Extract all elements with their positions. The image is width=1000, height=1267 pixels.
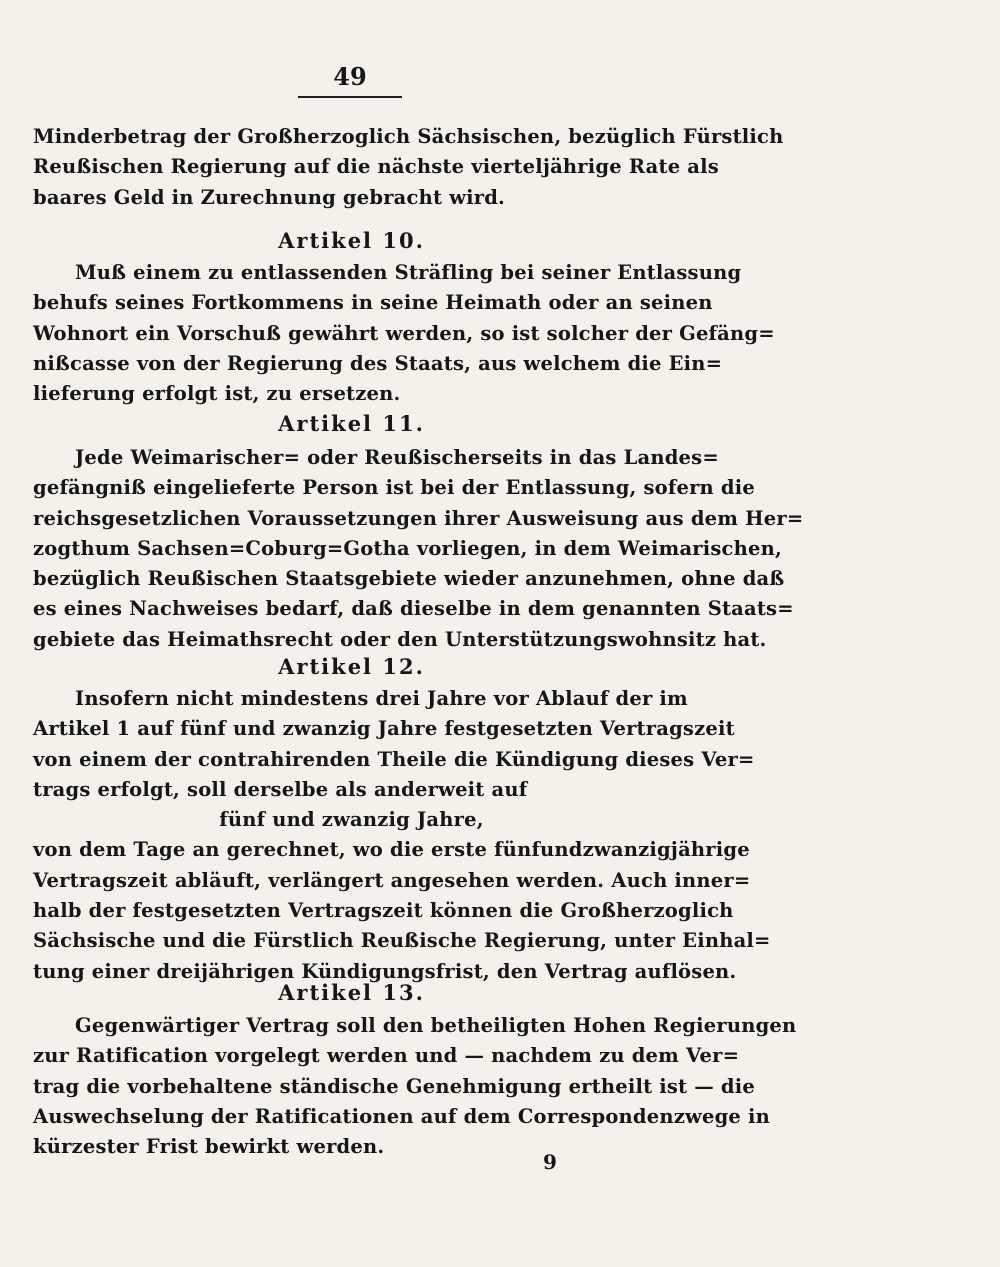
text-line: behufs seines Fortkommens in seine Heimath oder an seinen — [33, 291, 713, 315]
text-line: tung einer dreijährigen Kündigungsfrist, den Vertrag auflösen. — [33, 959, 737, 983]
text-line: Gegenwärtiger Vertrag soll den betheiligten Hohen Regierungen — [75, 1014, 797, 1037]
article-paragraph — [33, 1011, 797, 1162]
article-paragraph — [33, 258, 775, 409]
article-paragraph — [33, 684, 771, 987]
header-rule — [298, 96, 402, 98]
text-line: Minderbetrag der Großherzoglich Sächsischen, bezüglich Fürstlich — [33, 125, 784, 148]
text-line: es eines Nachweises bedarf, daß dieselbe in dem genannten Staats= — [33, 597, 794, 621]
text-line: Artikel 1 auf fünf und zwanzig Jahre festgesetzten Vertragszeit — [33, 717, 735, 741]
text-line: Auswechselung der Ratificationen auf dem Correspondenzwege in — [33, 1104, 771, 1128]
text-line: fünf und zwanzig Jahre, — [219, 808, 484, 832]
article-heading: Artikel 13. — [278, 980, 425, 1005]
page-number: 49 — [333, 62, 367, 91]
text-line: von einem der contrahirenden Theile die Kündigung dieses Ver= — [33, 747, 755, 771]
text-line: gebiete das Heimathsrecht oder den Unterstützungswohnsitz hat. — [33, 627, 767, 651]
article-heading: Artikel 10. — [278, 228, 425, 253]
text-line: Muß einem zu entlassenden Sträfling bei seiner Entlassung — [75, 261, 742, 284]
text-line: trag die vorbehaltene ständische Genehmigung ertheilt ist — die — [33, 1074, 755, 1098]
text-line: lieferung erfolgt ist, zu ersetzen. — [33, 382, 401, 406]
text-line: trags erfolgt, soll derselbe als anderweit auf — [33, 777, 528, 801]
text-line: Reußischen Regierung auf die nächste vierteljährige Rate als — [33, 155, 719, 179]
article-heading: Artikel 11. — [278, 411, 425, 436]
text-line: gefängniß eingelieferte Person ist bei der Entlassung, sofern die — [33, 476, 755, 500]
article-paragraph — [33, 443, 804, 655]
text-line: kürzester Frist bewirkt werden. — [33, 1135, 385, 1159]
text-line: Vertragszeit abläuft, verlängert angesehen werden. Auch inner= — [33, 868, 751, 892]
text-line: baares Geld in Zurechnung gebracht wird. — [33, 185, 506, 209]
article-heading: Artikel 12. — [278, 654, 425, 679]
text-line: Wohnort ein Vorschuß gewährt werden, so ist solcher der Gefäng= — [33, 321, 775, 345]
text-line: halb der festgesetzten Vertragszeit können die Großherzoglich — [33, 899, 734, 923]
text-line: zur Ratification vorgelegt werden und — nachdem zu dem Ver= — [33, 1044, 740, 1068]
text-line: von dem Tage an gerechnet, wo die erste fünfundzwanzigjährige — [33, 838, 750, 862]
text-line: zogthum Sachsen=Coburg=Gotha vorliegen, in dem Weimarischen, — [33, 536, 782, 560]
signature-mark: 9 — [543, 1150, 557, 1174]
text-line: bezüglich Reußischen Staatsgebiete wieder anzunehmen, ohne daß — [33, 567, 785, 591]
intro-paragraph — [33, 122, 784, 213]
text-line: Insofern nicht mindestens drei Jahre vor Ablauf der im — [75, 687, 688, 710]
text-line: nißcasse von der Regierung des Staats, aus welchem die Ein= — [33, 351, 723, 375]
text-line: Sächsische und die Fürstlich Reußische Regierung, unter Einhal= — [33, 929, 771, 953]
text-line: reichsgesetzlichen Voraussetzungen ihrer Ausweisung aus dem Her= — [33, 506, 804, 530]
text-line: Jede Weimarischer= oder Reußischerseits in das Landes= — [75, 446, 719, 469]
